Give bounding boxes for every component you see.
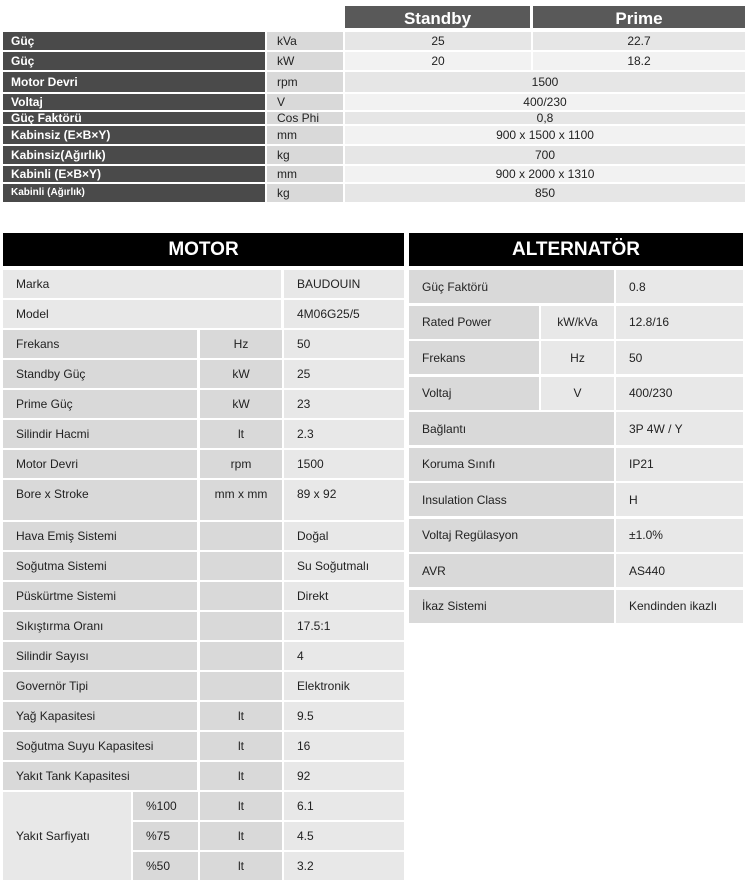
motor-value: 16: [284, 732, 404, 760]
alternator-label: İkaz Sistemi: [409, 590, 614, 623]
alternator-label: Insulation Class: [409, 483, 614, 516]
alternator-value: 400/230: [616, 377, 743, 410]
motor-label: Standby Güç: [3, 360, 197, 388]
spec-row-power-kva: [3, 32, 745, 50]
alternator-value: AS440: [616, 554, 743, 587]
motor-label: Püskürtme Sistemi: [3, 582, 197, 610]
spec-row-power-kw: [3, 52, 745, 70]
spec-value: 700: [345, 146, 745, 164]
alternator-label: AVR: [409, 554, 614, 587]
motor-label: Frekans: [3, 330, 197, 358]
standby-header: Standby: [345, 6, 530, 28]
motor-unit: lt: [200, 420, 282, 448]
spec-standby-value: 25: [345, 32, 531, 50]
fuel-load: %75: [133, 822, 198, 850]
spec-prime-value: 18.2: [533, 52, 745, 70]
alternator-unit: V: [541, 377, 614, 410]
spec-label: Güç Faktörü: [3, 112, 265, 124]
motor-unit: [200, 522, 282, 550]
alternator-label: Koruma Sınıfı: [409, 448, 614, 481]
motor-unit: rpm: [200, 450, 282, 478]
spec-label: Kabinsiz(Ağırlık): [3, 146, 265, 164]
motor-value: 4: [284, 642, 404, 670]
fuel-load: %100: [133, 792, 198, 820]
spec-value: 400/230: [345, 94, 745, 110]
motor-unit: [200, 672, 282, 700]
spec-unit: kVa: [267, 32, 343, 50]
motor-unit: lt: [200, 702, 282, 730]
spec-unit: mm: [267, 126, 343, 144]
spec-unit: rpm: [267, 72, 343, 92]
spec-label: Kabinsiz (E×B×Y): [3, 126, 265, 144]
spec-standby-value: 20: [345, 52, 531, 70]
fuel-value: 6.1: [284, 792, 404, 820]
motor-unit: kW: [200, 390, 282, 418]
alternator-value: 50: [616, 341, 743, 374]
motor-label: Hava Emiş Sistemi: [3, 522, 197, 550]
spec-value: 0,8: [345, 112, 745, 124]
motor-value: 4M06G25/5: [284, 300, 404, 328]
alternator-label: Frekans: [409, 341, 539, 374]
alternator-title: ALTERNATÖR: [409, 233, 743, 266]
spec-row-canopy-weight: [3, 184, 745, 202]
spec-label: Güç: [3, 52, 265, 70]
motor-unit: [200, 642, 282, 670]
motor-value: 2.3: [284, 420, 404, 448]
spec-unit: kg: [267, 184, 343, 202]
motor-value: 25: [284, 360, 404, 388]
motor-value: BAUDOUIN: [284, 270, 404, 298]
fuel-unit: lt: [200, 852, 282, 880]
motor-label: Sıkıştırma Oranı: [3, 612, 197, 640]
spec-row-open-weight: [3, 146, 745, 164]
prime-header: Prime: [533, 6, 745, 28]
alternator-label: Güç Faktörü: [409, 270, 614, 303]
motor-label: Model: [3, 300, 281, 328]
motor-label: Governör Tipi: [3, 672, 197, 700]
spec-row-open-dimensions: [3, 126, 745, 144]
motor-unit: [200, 612, 282, 640]
motor-label: Prime Güç: [3, 390, 197, 418]
fuel-consumption-label: Yakıt Sarfiyatı: [3, 792, 131, 880]
motor-unit: lt: [200, 762, 282, 790]
spec-value: 850: [345, 184, 745, 202]
alternator-label: Voltaj: [409, 377, 539, 410]
spec-unit: V: [267, 94, 343, 110]
spec-prime-value: 22.7: [533, 32, 745, 50]
motor-value: Doğal: [284, 522, 404, 550]
spec-row-power-factor: [3, 112, 745, 124]
fuel-load: %50: [133, 852, 198, 880]
motor-value: 50: [284, 330, 404, 358]
alternator-value: H: [616, 483, 743, 516]
motor-value: Elektronik: [284, 672, 404, 700]
spec-value: 900 x 2000 x 1310: [345, 166, 745, 182]
motor-label: Bore x Stroke: [3, 480, 197, 520]
fuel-unit: lt: [200, 792, 282, 820]
spec-label: Kabinli (Ağırlık): [3, 184, 265, 202]
alternator-unit: kW/kVa: [541, 306, 614, 339]
motor-label: Silindir Sayısı: [3, 642, 197, 670]
motor-value: 1500: [284, 450, 404, 478]
alternator-unit: Hz: [541, 341, 614, 374]
motor-value: 92: [284, 762, 404, 790]
alternator-value: 3P 4W / Y: [616, 412, 743, 445]
motor-label: Yağ Kapasitesi: [3, 702, 197, 730]
spec-label: Kabinli (E×B×Y): [3, 166, 265, 182]
spec-row-canopy-dimensions: [3, 166, 745, 182]
alternator-value: IP21: [616, 448, 743, 481]
motor-title: MOTOR: [3, 233, 404, 266]
motor-unit: [200, 582, 282, 610]
alternator-value: ±1.0%: [616, 519, 743, 552]
motor-label: Soğutma Sistemi: [3, 552, 197, 580]
alternator-value: 12.8/16: [616, 306, 743, 339]
motor-value: Su Soğutmalı: [284, 552, 404, 580]
alternator-label: Rated Power: [409, 306, 539, 339]
spec-row-voltage: [3, 94, 745, 110]
fuel-value: 3.2: [284, 852, 404, 880]
motor-label: Yakıt Tank Kapasitesi: [3, 762, 197, 790]
motor-value: 17.5:1: [284, 612, 404, 640]
motor-unit: [200, 552, 282, 580]
motor-label: Motor Devri: [3, 450, 197, 478]
alternator-label: Bağlantı: [409, 412, 614, 445]
spec-row-motor-speed: [3, 72, 745, 92]
alternator-value: Kendinden ikazlı: [616, 590, 743, 623]
spec-unit: kW: [267, 52, 343, 70]
spec-unit: mm: [267, 166, 343, 182]
motor-unit: Hz: [200, 330, 282, 358]
motor-value: 23: [284, 390, 404, 418]
spec-unit: Cos Phi: [267, 112, 343, 124]
motor-label: Silindir Hacmi: [3, 420, 197, 448]
motor-unit: mm x mm: [200, 480, 282, 520]
motor-unit: kW: [200, 360, 282, 388]
alternator-value: 0.8: [616, 270, 743, 303]
spec-label: Voltaj: [3, 94, 265, 110]
spec-value: 1500: [345, 72, 745, 92]
fuel-unit: lt: [200, 822, 282, 850]
motor-label: Marka: [3, 270, 281, 298]
motor-unit: lt: [200, 732, 282, 760]
motor-value: Direkt: [284, 582, 404, 610]
motor-label: Soğutma Suyu Kapasitesi: [3, 732, 197, 760]
motor-value: 9.5: [284, 702, 404, 730]
motor-value: 89 x 92: [284, 480, 404, 520]
alternator-label: Voltaj Regülasyon: [409, 519, 614, 552]
spec-label: Güç: [3, 32, 265, 50]
spec-label: Motor Devri: [3, 72, 265, 92]
spec-value: 900 x 1500 x 1100: [345, 126, 745, 144]
spec-unit: kg: [267, 146, 343, 164]
fuel-value: 4.5: [284, 822, 404, 850]
